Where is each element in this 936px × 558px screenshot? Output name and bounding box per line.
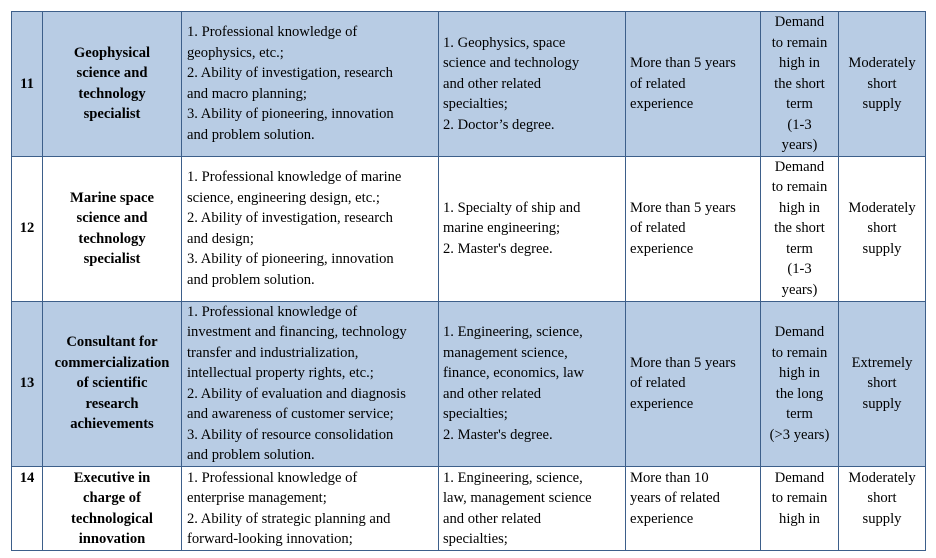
abilities-line: investment and financing, technology (187, 324, 407, 340)
demand-line: (1-3 (787, 116, 812, 133)
majors-line: 2. Doctor’s degree. (443, 116, 555, 133)
abilities-line: 2. Ability of evaluation and diagnosis (187, 385, 406, 402)
abilities-line: 3. Ability of pioneering, innovation (187, 251, 394, 267)
demand-line: years) (781, 281, 818, 298)
supply-line: supply (862, 510, 902, 527)
experience-line: years of related (630, 490, 720, 506)
position-line: Geophysical (73, 44, 151, 61)
abilities-line: and macro planning; (187, 85, 307, 102)
position-line: specialist (83, 251, 141, 267)
experience-line: More than 5 years (630, 55, 736, 71)
majors-line: 1. Geophysics, space (443, 34, 566, 51)
supply-line: supply (862, 395, 902, 412)
row-number-cell: 12 (12, 156, 43, 301)
demand-line: high in (779, 365, 820, 381)
majors-line: and other related (443, 385, 542, 402)
supply-line: Moderately (848, 199, 916, 216)
abilities-cell (182, 156, 439, 301)
majors-line: science and technology (443, 55, 580, 71)
position-line: innovation (78, 531, 146, 547)
table-row (12, 301, 926, 466)
experience-line: More than 5 years (630, 199, 736, 216)
abilities-line: 1. Professional knowledge of (187, 24, 358, 41)
abilities-line: transfer and industrialization, (187, 344, 359, 361)
experience-cell (626, 156, 761, 301)
abilities-cell (182, 466, 439, 550)
row-number-cell: 13 (12, 301, 43, 466)
demand-line: Demand (774, 324, 825, 340)
position-line: Executive in (73, 469, 151, 486)
demand-line: Demand (774, 469, 825, 486)
demand-cell (761, 466, 839, 550)
demand-line: high in (779, 55, 820, 71)
supply-cell (839, 301, 926, 466)
majors-line: 1. Specialty of ship and (443, 199, 581, 216)
experience-cell (626, 12, 761, 157)
supply-cell (839, 156, 926, 301)
majors-line: finance, economics, law (443, 365, 585, 381)
abilities-line: 3. Ability of resource consolidation (187, 426, 394, 443)
abilities-line: forward-looking innovation; (187, 531, 353, 547)
majors-line: marine engineering; (443, 220, 561, 237)
supply-line: Extremely (851, 354, 913, 371)
majors-line: and other related (443, 510, 542, 527)
majors-line: and other related (443, 75, 542, 92)
table-row (12, 466, 926, 550)
experience-line: experience (630, 240, 694, 257)
abilities-line: 1. Professional knowledge of (187, 303, 358, 320)
supply-line: short (867, 75, 897, 92)
abilities-line: 3. Ability of pioneering, innovation (187, 106, 394, 123)
abilities-line: and problem solution. (187, 447, 315, 463)
demand-cell (761, 301, 839, 466)
position-line: research (85, 395, 139, 412)
position-line: Consultant for (66, 334, 158, 351)
abilities-line: 2. Ability of investigation, research (187, 210, 393, 226)
experience-line: of related (630, 375, 686, 392)
abilities-line: geophysics, etc.; (187, 44, 284, 61)
position-cell (43, 12, 182, 157)
position-line: commercialization (54, 354, 170, 371)
experience-line: experience (630, 395, 694, 412)
row-number-cell: 14 (12, 466, 43, 550)
position-line: technology (78, 230, 146, 247)
majors-line: specialties; (443, 96, 508, 112)
majors-line: specialties; (443, 531, 508, 547)
demand-line: term (786, 240, 813, 257)
position-line: technology (78, 85, 146, 102)
abilities-line: and problem solution. (187, 271, 315, 288)
abilities-cell (182, 12, 439, 157)
majors-cell (439, 156, 626, 301)
supply-cell (839, 12, 926, 157)
experience-line: More than 5 years (630, 354, 736, 371)
demand-line: high in (779, 510, 820, 527)
position-line: technological (71, 510, 153, 527)
demand-line: to remain (771, 490, 828, 506)
position-line: charge of (83, 490, 141, 506)
supply-line: short (867, 220, 897, 237)
demand-line: high in (779, 199, 820, 216)
demand-line: Demand (774, 158, 825, 175)
majors-line: 2. Master's degree. (443, 426, 553, 443)
demand-line: the long (775, 385, 824, 402)
abilities-line: 1. Professional knowledge of marine (187, 169, 402, 185)
majors-line: management science, (443, 344, 568, 361)
demand-line: (1-3 (787, 261, 812, 278)
experience-line: of related (630, 75, 686, 92)
demand-line: the short (774, 75, 825, 92)
position-line: science and (76, 65, 148, 82)
position-cell (43, 466, 182, 550)
abilities-line: 1. Professional knowledge of (187, 469, 358, 486)
experience-line: of related (630, 220, 686, 237)
demand-line: term (786, 96, 813, 112)
supply-line: supply (862, 96, 902, 112)
supply-line: Moderately (848, 55, 916, 71)
demand-cell (761, 12, 839, 157)
demand-line: (>3 years) (769, 426, 830, 443)
majors-line: 1. Engineering, science, (443, 469, 583, 486)
abilities-line: and awareness of customer service; (187, 406, 394, 422)
majors-line: specialties; (443, 406, 508, 422)
majors-cell (439, 12, 626, 157)
position-line: Marine space (70, 189, 154, 206)
demand-line: to remain (771, 34, 828, 51)
demand-line: the short (774, 220, 825, 237)
demand-line: Demand (774, 14, 825, 30)
experience-line: More than 10 (630, 469, 709, 486)
abilities-line: 2. Ability of strategic planning and (187, 510, 391, 527)
supply-line: Moderately (848, 469, 916, 486)
position-cell (43, 301, 182, 466)
abilities-cell (182, 301, 439, 466)
supply-line: short (867, 375, 897, 392)
demand-line: term (786, 406, 813, 422)
majors-line: 2. Master's degree. (443, 240, 553, 257)
abilities-line: and design; (187, 230, 254, 247)
supply-line: short (867, 490, 897, 506)
table-row (12, 156, 926, 301)
supply-line: supply (862, 240, 902, 257)
position-line: of scientific (76, 375, 148, 392)
experience-line: experience (630, 510, 694, 527)
position-line: science and (76, 210, 148, 226)
majors-line: law, management science (443, 490, 592, 506)
position-cell (43, 156, 182, 301)
abilities-line: intellectual property rights, etc.; (187, 365, 374, 381)
experience-line: experience (630, 96, 694, 112)
abilities-line: enterprise management; (187, 490, 327, 506)
abilities-line: and problem solution. (187, 126, 315, 143)
position-line: achievements (70, 416, 154, 433)
table-row (12, 12, 926, 157)
experience-cell (626, 301, 761, 466)
position-line: specialist (83, 106, 141, 123)
majors-cell (439, 466, 626, 550)
abilities-line: 2. Ability of investigation, research (187, 65, 393, 82)
demand-line: years) (781, 137, 818, 153)
row-number-cell: 11 (12, 12, 43, 157)
demand-cell (761, 156, 839, 301)
demand-line: to remain (771, 179, 828, 196)
occupation-table (11, 11, 926, 551)
supply-cell (839, 466, 926, 550)
majors-line: 1. Engineering, science, (443, 324, 583, 340)
demand-line: to remain (771, 344, 828, 361)
experience-cell (626, 466, 761, 550)
majors-cell (439, 301, 626, 466)
abilities-line: science, engineering design, etc.; (187, 189, 380, 206)
